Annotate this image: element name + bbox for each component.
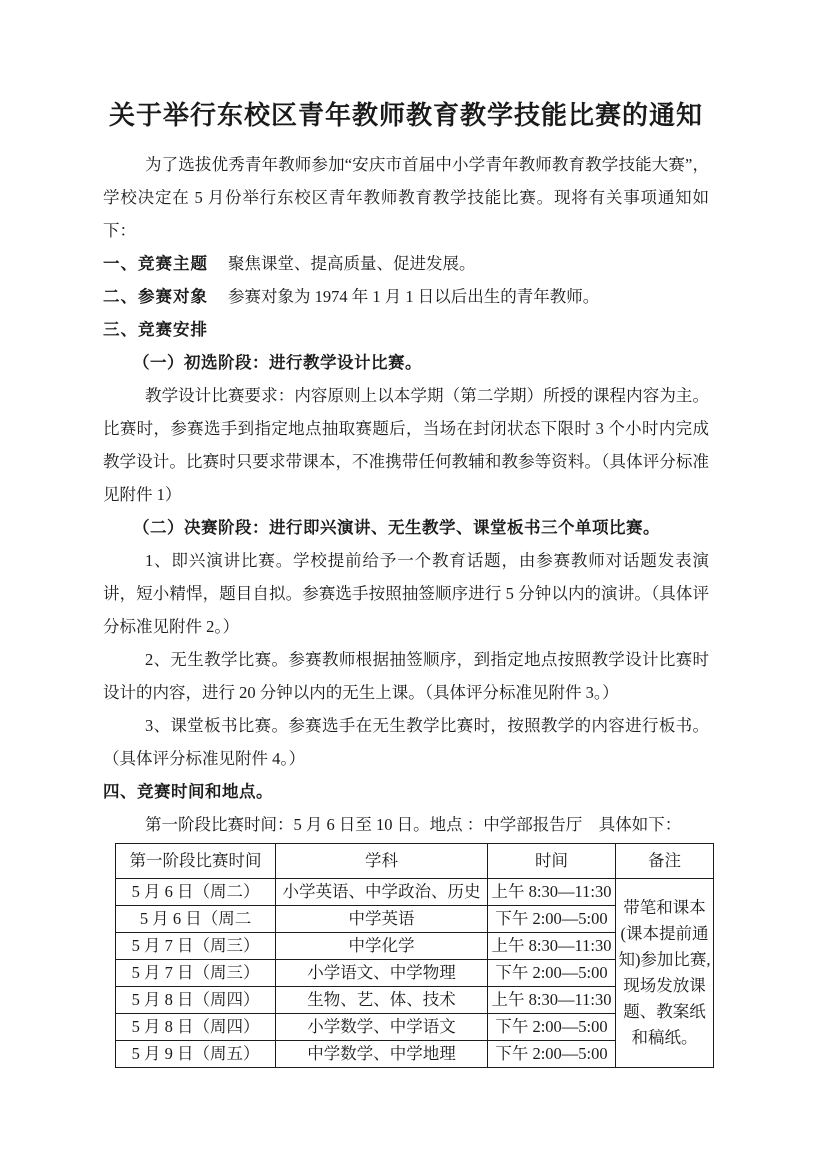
header-date: 第一阶段比赛时间 [116, 844, 276, 879]
section-theme-text: 聚焦课堂、提高质量、促进发展。 [228, 254, 476, 273]
intro-paragraph: 为了选拔优秀青年教师参加“安庆市首届中小学青年教师教育教学技能大赛”，学校决定在 5 月份举行东校区青年教师教育教学技能比赛。现将有关事项通知如下： [103, 155, 709, 240]
notice-title: 关于举行东校区青年教师教育教学技能比赛的通知 [108, 101, 703, 130]
header-subject: 学科 [276, 844, 488, 879]
table-header-row [116, 844, 714, 879]
section-participants [103, 280, 709, 313]
date-cell: 5 月 8 日（周四） [116, 1014, 276, 1041]
date-cell: 5 月 6 日（周二 [116, 906, 276, 933]
time-cell: 上午 8:30—11:30 [488, 879, 616, 906]
section-participants-label: 二、参赛对象 [103, 287, 208, 306]
section-theme-label: 一、竞赛主题 [103, 254, 208, 273]
date-cell: 5 月 8 日（周四） [116, 987, 276, 1014]
stage2-item-speech: 1、即兴演讲比赛。学校提前给予一个教育话题，由参赛教师对话题发表演讲，短小精悍，题目自拟。参赛选手按照抽签顺序进行 5 分钟以内的演讲。（具体评分标准见附件 2。） [103, 551, 709, 636]
date-cell: 5 月 7 日（周三） [116, 960, 276, 987]
section-arrangement-label: 三、竞赛安排 [103, 320, 208, 339]
time-cell: 上午 8:30—11:30 [488, 933, 616, 960]
subject-cell: 中学英语 [276, 906, 488, 933]
stage1-heading: （一）初选阶段：进行教学设计比赛。 [133, 353, 422, 372]
time-cell: 下午 2:00—5:00 [488, 906, 616, 933]
date-cell: 5 月 9 日（周五） [116, 1041, 276, 1068]
date-cell: 5 月 6 日（周二） [116, 879, 276, 906]
stage2-heading: （二）决赛阶段：进行即兴演讲、无生教学、课堂板书三个单项比赛。 [133, 518, 660, 537]
subject-cell: 小学数学、中学语文 [276, 1014, 488, 1041]
header-time: 时间 [488, 844, 616, 879]
section-schedule-heading: 四、竞赛时间和地点。 [103, 782, 273, 801]
stage2-item-teaching: 2、无生教学比赛。参赛教师根据抽签顺序，到指定地点按照教学设计比赛时设计的内容，进行 20 分钟以内的无生上课。（具体评分标准见附件 3。） [103, 650, 709, 702]
section-participants-text: 参赛对象为 1974 年 1 月 1 日以后出生的青年教师。 [228, 287, 600, 306]
subject-cell: 生物、艺、体、技术 [276, 987, 488, 1014]
section-theme [103, 247, 709, 280]
note-cell: 带笔和课本(课本提前通知)参加比赛,现场发放课题、教案纸和稿纸。 [616, 879, 714, 1068]
header-note: 备注 [616, 844, 714, 879]
date-cell: 5 月 7 日（周三） [116, 933, 276, 960]
schedule-table [115, 843, 714, 1068]
subject-cell: 中学数学、中学地理 [276, 1041, 488, 1068]
table-row [116, 879, 714, 906]
schedule-intro: 第一阶段比赛时间：5 月 6 日至 10 日。地点 ：中学部报告厅 具体如下： [145, 815, 682, 834]
time-cell: 下午 2:00—5:00 [488, 960, 616, 987]
stage1-description: 教学设计比赛要求：内容原则上以本学期（第二学期）所授的课程内容为主。比赛时，参赛选手到指定地点抽取赛题后，当场在封闭状态下限时 3 个小时内完成教学设计。比赛时只要求带课本，不准携带任何教辅和教参等资料。（具体评分标准见附件 1） [103, 386, 709, 504]
time-cell: 下午 2:00—5:00 [488, 1041, 616, 1068]
subject-cell: 中学化学 [276, 933, 488, 960]
time-cell: 下午 2:00—5:00 [488, 1014, 616, 1041]
stage2-item-blackboard: 3、课堂板书比赛。参赛选手在无生教学比赛时，按照教学的内容进行板书。（具体评分标准见附件 4。） [103, 716, 709, 768]
subject-cell: 小学语文、中学物理 [276, 960, 488, 987]
time-cell: 上午 8:30—11:30 [488, 987, 616, 1014]
subject-cell: 小学英语、中学政治、历史 [276, 879, 488, 906]
section-arrangement [103, 313, 709, 346]
